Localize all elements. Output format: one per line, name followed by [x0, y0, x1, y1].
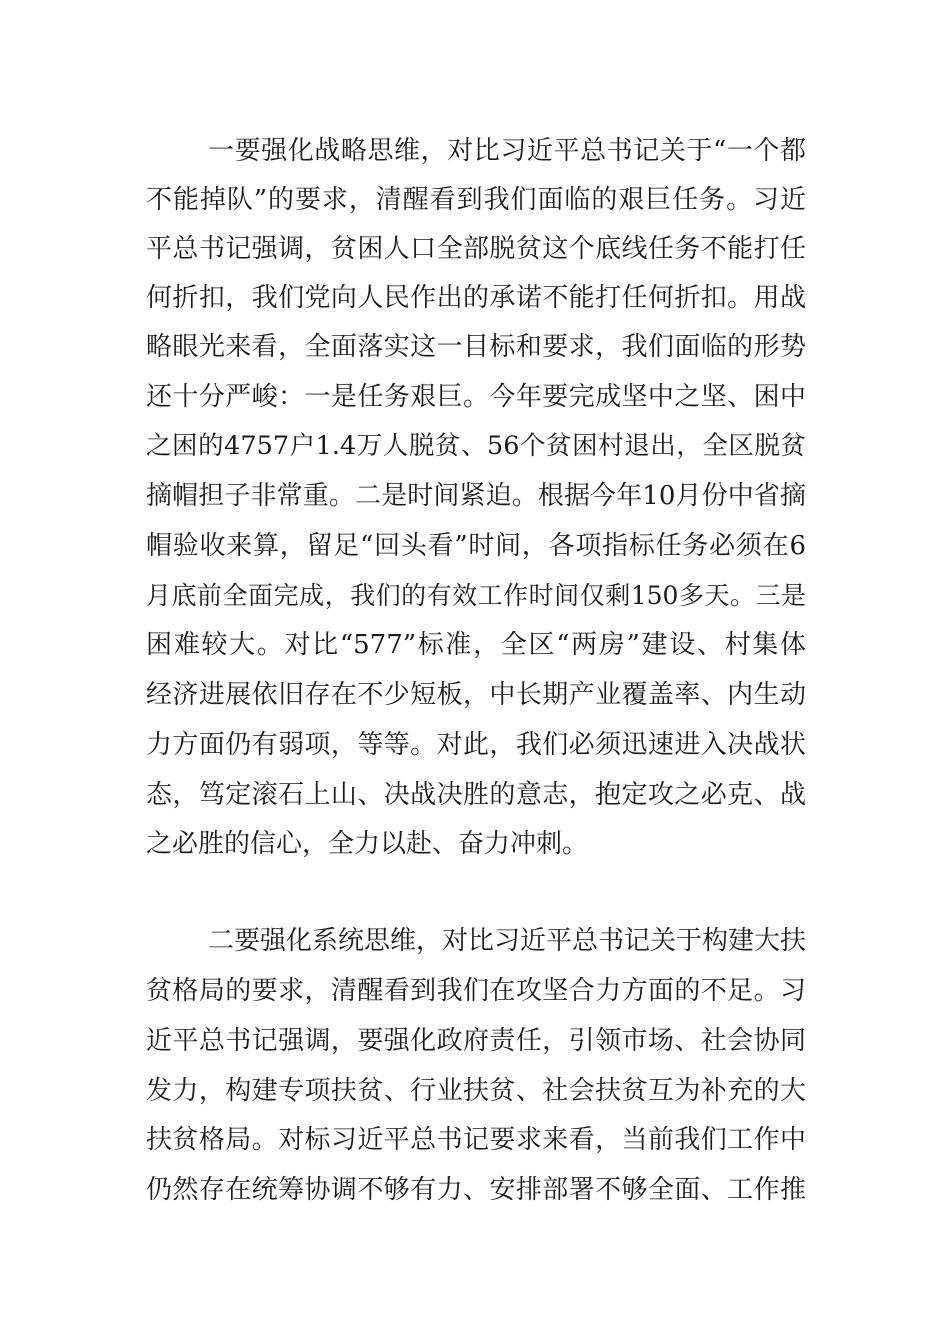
- paragraph-line: 发力，构建专项扶贫、行业扶贫、社会扶贫互为补充的大: [146, 1076, 806, 1106]
- paragraph-line: 月底前全面完成，我们的有效工作时间仅剩150多天。三是: [146, 581, 806, 610]
- paragraph-line: 二要强化系统思维，对比习近平总书记关于构建大扶: [208, 926, 807, 956]
- paragraph-line: 力方面仍有弱项，等等。对此，我们必须迅速进入决战状: [146, 730, 806, 760]
- paragraph-line: 态，笃定滚石上山、决战决胜的意志，抱定攻之必克、战: [146, 780, 806, 810]
- paragraph-line: 之困的4757户1.4万人脱贫、56个贫困村退出，全区脱贫: [146, 431, 806, 461]
- paragraph-line: 近平总书记强调，要强化政府责任，引领市场、社会协同: [146, 1026, 806, 1056]
- paragraph-line: 摘帽担子非常重。二是时间紧迫。根据今年10月份中省摘: [146, 481, 806, 511]
- paragraph-line: 一要强化战略思维，对比习近平总书记关于“一个都: [208, 136, 806, 166]
- paragraph-line: 不能掉队”的要求，清醒看到我们面临的艰巨任务。习近: [146, 185, 806, 215]
- paragraph-line: 经济进展依旧存在不少短板，中长期产业覆盖率、内生动: [146, 680, 806, 710]
- paragraph-line: 帽验收来算，留足“回头看”时间，各项指标任务必须在6: [146, 531, 806, 561]
- paragraph-line: 扶贫格局。对标习近平总书记要求来看，当前我们工作中: [146, 1125, 806, 1155]
- paragraph-line: 贫格局的要求，清醒看到我们在攻坚合力方面的不足。习: [146, 976, 806, 1006]
- paragraph-line: 略眼光来看，全面落实这一目标和要求，我们面临的形势: [146, 332, 806, 362]
- paragraph-line: 仍然存在统筹协调不够有力、安排部署不够全面、工作推: [146, 1175, 806, 1205]
- paragraph-line: 平总书记强调，贫困人口全部脱贫这个底线任务不能打任: [146, 234, 806, 264]
- paragraph-line: 之必胜的信心，全力以赴、奋力冲刺。: [146, 829, 589, 859]
- paragraph-line: 何折扣，我们党向人民作出的承诺不能打任何折扣。用战: [146, 283, 806, 313]
- paragraph-line: 还十分严峻：一是任务艰巨。今年要完成坚中之坚、困中: [146, 382, 806, 412]
- paragraph-line: 困难较大。对比“577”标准，全区“两房”建设、村集体: [146, 630, 806, 660]
